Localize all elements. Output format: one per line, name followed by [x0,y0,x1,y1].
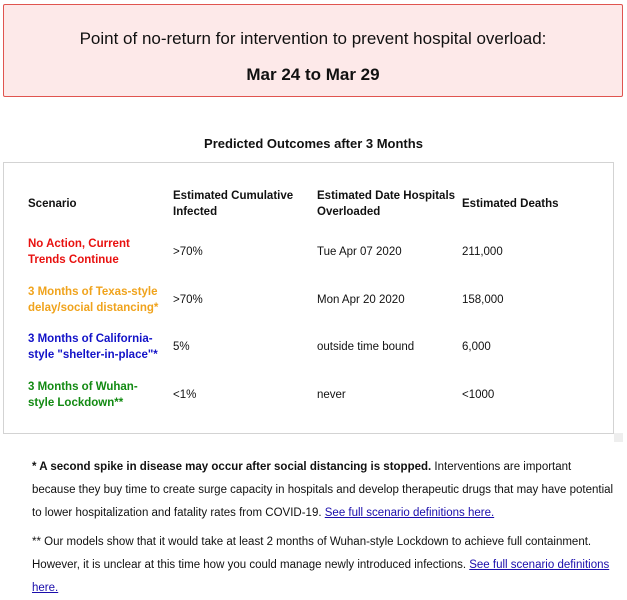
header-deaths: Estimated Deaths [462,198,559,210]
footnote-wuhan-lockdown [32,531,617,600]
table-row-infected: 5% [173,341,190,353]
table-row-scenario: 3 Months of Wuhan-style Lockdown** [28,381,138,409]
alert-message: Point of no-return for intervention to prevent hospital overload: [79,29,547,48]
outcomes-title: Predicted Outcomes after 3 Months [204,136,423,151]
table-row-deaths: 211,000 [462,246,503,258]
footnote-body-text: ** Our models show that it would take at least 2 months of Wuhan-style Lockdown to achieve full containment. However, it is unclear at this time how you could manage newly introduced infections. [32,536,592,571]
scrollbar-corner [614,433,623,442]
hospital-overload-alert [3,4,623,97]
outcomes-table [3,162,614,434]
table-row-deaths: 6,000 [462,341,491,353]
table-row-scenario: 3 Months of California-style "shelter-in-place"* [28,333,158,361]
footnote-body-text: Interventions are important because they buy time to create surge capacity in hospitals and develop therapeutic drugs that may have potential to lower hospitalization and fatality rates from COVID-19. [32,461,614,519]
table-row-infected: >70% [173,294,203,306]
header-infected: Estimated Cumulative Infected [173,190,294,218]
table-row-scenario: No Action, Current Trends Continue [28,238,130,266]
table-row-infected: <1% [173,389,197,401]
table-row-overloaded: Tue Apr 07 2020 [317,246,402,258]
table-row-overloaded: Mon Apr 20 2020 [317,294,405,306]
footnote-bold-text: * A second spike in disease may occur after social distancing is stopped. [32,461,432,473]
scenario-definitions-link[interactable]: See full scenario definitions here. [32,559,610,594]
table-row-scenario: 3 Months of Texas-style delay/social distancing* [28,286,159,314]
table-row-infected: >70% [173,246,203,258]
table-row-overloaded: never [317,389,346,401]
header-overloaded: Estimated Date Hospitals Overloaded [317,190,456,218]
header-scenario: Scenario [28,198,77,210]
footnote-social-distancing [32,456,617,525]
alert-date-range: Mar 24 to Mar 29 [246,65,380,84]
table-row-overloaded: outside time bound [317,341,415,353]
table-row-deaths: 158,000 [462,294,504,306]
scenario-definitions-link[interactable]: See full scenario definitions here. [324,507,495,519]
table-row-deaths: <1000 [462,389,495,401]
